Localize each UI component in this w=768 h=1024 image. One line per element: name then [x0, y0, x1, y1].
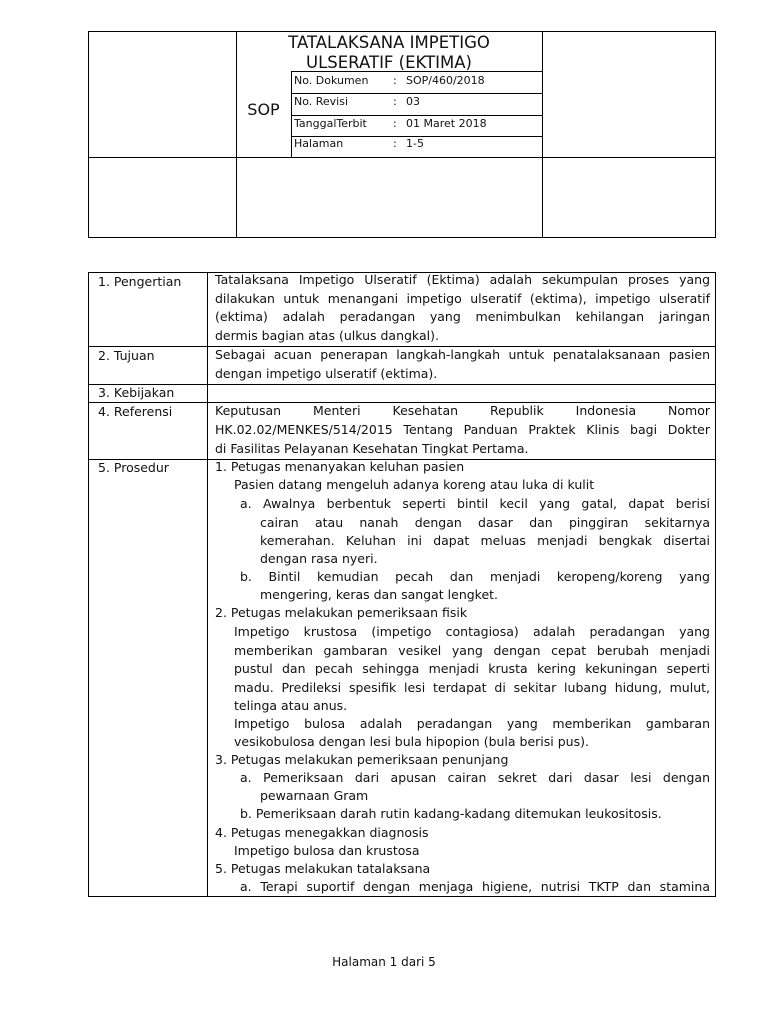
title-line-2: ULSERATIF (EKTIMA)	[306, 53, 472, 72]
prosedur-2-p1-line: telinga atau anus.	[234, 698, 348, 713]
label-tujuan: 2. Tujuan	[98, 348, 155, 363]
prosedur-step-3: 3. Petugas melakukan pemeriksaan penunjang	[215, 752, 509, 767]
prosedur-1a-line: kemerahan. Keluhan ini dapat meluas menjadi bengkak disertai	[260, 533, 710, 548]
prosedur-1b-line: mengering, keras dan sangat lengket.	[260, 587, 499, 602]
meta-value: 03	[406, 95, 420, 108]
label-column-divider	[207, 273, 208, 896]
referensi-line: Keputusan Menteri Kesehatan Republik Indonesia Nomor	[215, 403, 710, 418]
referensi-line: di Fasilitas Pelayanan Kesehatan Tingkat Pertama.	[215, 441, 529, 456]
document-title	[236, 33, 542, 73]
meta-value: SOP/460/2018	[406, 74, 485, 87]
prosedur-2-p2-line: Impetigo bulosa adalah peradangan yang memberikan gambaran	[234, 716, 710, 731]
prosedur-2-p1-line: pustul dan pecah sehingga menjadi krusta kering kekuningan seperti	[234, 661, 710, 676]
label-referensi: 4. Referensi	[98, 404, 173, 419]
sop-label: SOP	[247, 100, 280, 119]
prosedur-1a-line: cairan atau nanah dengan dasar dan pinggiran sekitarnya	[260, 515, 710, 530]
label-prosedur: 5. Prosedur	[98, 460, 169, 475]
prosedur-2-p2-line: vesikobulosa dengan lesi bula hipopion (bula berisi pus).	[234, 734, 589, 749]
referensi-line: HK.02.02/MENKES/514/2015 Tentang Panduan Praktek Klinis bagi Dokter	[215, 422, 710, 437]
prosedur-2-p1-line: memberikan gambaran vesikel yang dengan cepat berubah menjadi	[234, 643, 710, 658]
label-pengertian: 1. Pengertian	[98, 274, 182, 289]
prosedur-1a-line: dengan rasa nyeri.	[260, 551, 378, 566]
label-kebijakan: 3. Kebijakan	[98, 385, 175, 400]
prosedur-step-1: 1. Petugas menanyakan keluhan pasien	[215, 459, 465, 474]
page-footer: Halaman 1 dari 5	[332, 955, 436, 969]
prosedur-step-4: 4. Petugas menegakkan diagnosis	[215, 825, 429, 840]
prosedur-step-1-sub: Pasien datang mengeluh adanya koreng atau luka di kulit	[234, 477, 595, 492]
prosedur-5a-line: a. Terapi suportif dengan menjaga higiene, nutrisi TKTP dan stamina	[240, 879, 710, 894]
header-divider-bottom	[89, 157, 715, 158]
prosedur-step-2: 2. Petugas melakukan pemeriksaan fisik	[215, 605, 468, 620]
meta-value: 1-5	[406, 137, 424, 150]
prosedur-1b-line: b. Bintil kemudian pecah dan menjadi keropeng/koreng yang	[240, 569, 710, 584]
prosedur-step-4-sub: Impetigo bulosa dan krustosa	[234, 843, 420, 858]
prosedur-3b-line: b. Pemeriksaan darah rutin kadang-kadang ditemukan leukositosis.	[240, 806, 662, 821]
meta-value: 01 Maret 2018	[406, 117, 487, 130]
pengertian-line: dermis bagian atas (ulkus dangkal).	[215, 328, 439, 343]
meta-key: Halaman	[294, 137, 344, 150]
prosedur-3a-line: a. Pemeriksaan dari apusan cairan sekret dari dasar lesi dengan	[240, 770, 710, 785]
tujuan-line: Sebagai acuan penerapan langkah-langkah untuk penatalaksanaan pasien	[215, 347, 710, 362]
meta-sep: :	[393, 74, 397, 87]
prosedur-step-5: 5. Petugas melakukan tatalaksana	[215, 861, 431, 876]
meta-sep: :	[393, 117, 397, 130]
prosedur-3a-line: pewarnaan Gram	[260, 788, 369, 803]
meta-sep: :	[393, 95, 397, 108]
pengertian-line: dilakukan untuk menangani impetigo ulseratif (ektima), impetigo ulseratif	[215, 291, 710, 306]
prosedur-2-p1-line: Impetigo krustosa (impetigo contagiosa) adalah peradangan yang	[234, 624, 710, 639]
header-divider-right	[542, 32, 543, 237]
prosedur-2-p1-line: madu. Predileksi spesifik lesi terdapat di sekitar lubang hidung, mulut,	[234, 680, 710, 695]
pengertian-line: Tatalaksana Impetigo Ulseratif (Ektima) adalah sekumpulan proses yang	[215, 272, 710, 287]
row-rule-2	[89, 384, 715, 385]
meta-divider	[291, 71, 292, 157]
meta-sep: :	[393, 137, 397, 150]
pengertian-line: (ektima) adalah peradangan yang menimbulkan kehilangan jaringan	[215, 309, 710, 324]
meta-key: No. Dokumen	[294, 74, 369, 87]
prosedur-1a-line: a. Awalnya berbentuk seperti bintil kecil yang gatal, dapat berisi	[240, 496, 710, 511]
meta-key: TanggalTerbit	[294, 117, 367, 130]
tujuan-line: dengan impetigo ulseratif (ektima).	[215, 366, 438, 381]
meta-key: No. Revisi	[294, 95, 349, 108]
title-line-1: TATALAKSANA IMPETIGO	[288, 33, 490, 52]
